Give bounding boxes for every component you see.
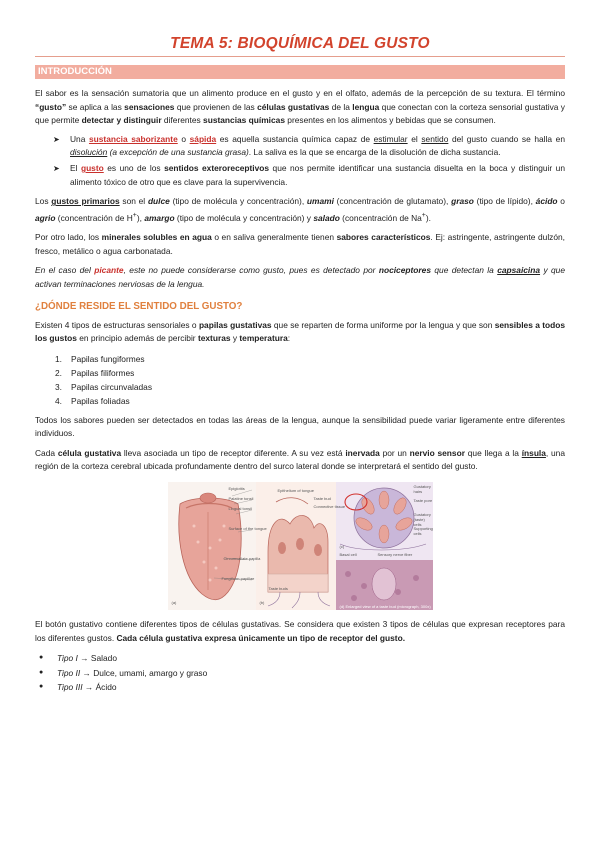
label-connective: Connective tissue bbox=[313, 504, 346, 510]
list-item: 3. Papilas circunvaladas bbox=[55, 381, 153, 392]
intro-paragraph-minerales: Por otro lado, los minerales solubles en agua o en saliva generalmente tienen sabores característicos. Ej: astringente, astringente dulzón, fresco, metálico o agua carbonatada. bbox=[35, 232, 566, 256]
label-fungiform: Fungiform papillae bbox=[221, 576, 255, 582]
section2-paragraph-sabores: Todos los sabores pueden ser detectados en todas las áreas de la lengua, aunque la sensibilidad puede variar ligeramente entre diferentes individuos. bbox=[35, 414, 565, 439]
label-palatine: Palatine tonsil bbox=[228, 496, 254, 502]
label-circumvallate: Circumvallate papilla bbox=[223, 556, 261, 562]
section2-paragraph-boton: El botón gustativo contiene diferentes tipos de células gustativas. Se considera que existen 3 tipos de células que expresan receptores para los diferentes gustos. Cada célula gustativa expresa únicamente un tipo de receptor del gusto. bbox=[35, 619, 565, 643]
label-epiglottis: Epiglottis bbox=[228, 486, 245, 492]
label-supporting: Supporting cells bbox=[413, 526, 433, 537]
label-panel-d: (d) Enlarged view of a taste bud (micrograph, 300x) bbox=[339, 604, 431, 610]
list-item: ● Tipo II → Dulce, umami, amargo y graso bbox=[35, 666, 565, 681]
tongue-anatomy-figure bbox=[168, 482, 433, 610]
label-basal-cell: Basal cell bbox=[339, 552, 357, 558]
title-rule bbox=[35, 56, 565, 57]
label-taste-bud: Taste bud bbox=[313, 496, 331, 502]
intro-arrow-list bbox=[35, 133, 565, 189]
list-item: 4. Papilas foliadas bbox=[55, 395, 130, 406]
section-heading-sentido: ¿DÓNDE RESIDE EL SENTIDO DEL GUSTO? bbox=[35, 300, 243, 312]
tongue-anatomy-illustration bbox=[168, 482, 433, 610]
label-surface: Surface of the tongue bbox=[228, 526, 267, 532]
page-title: TEMA 5: BIOQUÍMICA DEL GUSTO bbox=[170, 35, 430, 52]
label-gustatory-hairs: Gustatory hairs bbox=[413, 484, 431, 495]
arrow-item-sustancia: ➤ Una sustancia saborizante o sápida es aquella sustancia química capaz de estimular el sentido del gusto cuando se halla en disolución (a excepción de una sustancia grasa). La saliva es la que se encarga de la disolución de dicha sustancia. bbox=[53, 133, 565, 160]
arrow-item-gusto: ➤ El gusto es uno de los sentidos exteroreceptivos que nos permite identificar una sustancia disuelta en la boca y distinguir un alimento tóxico de otro que es clave para la supervivencia. bbox=[53, 162, 565, 189]
list-item: ● Tipo I → Salado bbox=[35, 651, 565, 666]
intro-paragraph-gustos: Los gustos primarios son el dulce (tipo de molécula y concentración), umami (concentración de glutamato), graso (tipo de lípido), ácido o agrio (concentración de H+), amargo (tipo de molécula y concentración) y salado (concentración de Na+). bbox=[35, 196, 565, 223]
label-taste-buds: Taste buds bbox=[268, 586, 288, 592]
section2-paragraph-celula: Cada célula gustativa lleva asociada un tipo de receptor diferente. A su vez está inervada por un nervio sensor que llega a la ínsula, una región de la corteza cerebral ubicada profundamente dentro del surco lateral donde se interpretará el sentido del gusto. bbox=[35, 447, 566, 472]
list-item: 2. Papilas filiformes bbox=[55, 367, 135, 378]
list-item: ● Tipo III → Ácido bbox=[35, 680, 565, 695]
label-epithelium: Epithelium of tongue bbox=[277, 488, 314, 494]
label-sensory-nerve: Sensory nerve fiber bbox=[377, 552, 413, 558]
cell-types-list bbox=[35, 651, 565, 695]
list-item: 1. Papilas fungiformes bbox=[55, 353, 145, 364]
document-page bbox=[35, 34, 565, 695]
section-banner-introduccion: INTRODUCCIÓN bbox=[35, 65, 565, 79]
label-panel-c: (c) bbox=[339, 544, 345, 550]
label-panel-b: (b) bbox=[259, 600, 265, 606]
label-gustatory-cell: Gustatory (taste) cells bbox=[413, 512, 431, 528]
label-lingual: Lingual tonsil bbox=[228, 506, 252, 512]
intro-paragraph-picante: En el caso del picante, este no puede considerarse como gusto, pues es detectado por nociceptores que detectan la capsaicina y que activan terminaciones nerviosas de la lengua. bbox=[35, 265, 566, 289]
label-taste-pore: Taste pore bbox=[413, 498, 433, 504]
intro-paragraph-1: El sabor es la sensación sumatoria que un alimento produce en el gusto y en el olfato, además de la percepción de su textura. El término “gusto” se aplica a las sensaciones que provienen de las células gustativas de la lengua que conectan con la corteza sensorial gustativa y que permite detectar y distinguir diferentes sustancias químicas presentes en los alimentos y bebidas que se consumen. bbox=[35, 88, 565, 126]
papilas-list bbox=[35, 352, 565, 408]
label-panel-a: (a) bbox=[171, 600, 177, 606]
section2-paragraph-papilas: Existen 4 tipos de estructuras sensoriales o papilas gustativas que se reparten de forma uniforme por la lengua y que son sensibles a todos los gustos en principio además de percibir texturas y temperatura: bbox=[35, 319, 565, 344]
